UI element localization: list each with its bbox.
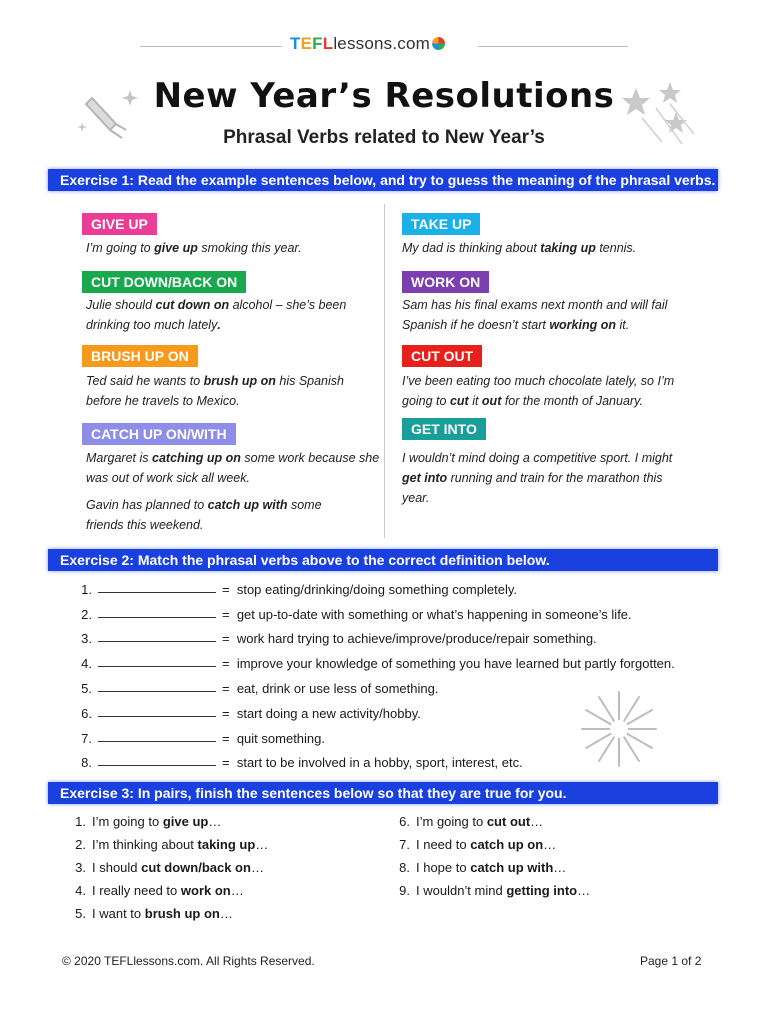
header-rule-right [478,46,628,47]
sentence-starter: 1. I’m going to give up… [75,814,222,829]
globe-icon [432,37,445,50]
definition-row: 2. = get up-to-date with something or what’s happening in someone’s life. [81,607,632,622]
page-title: New Year’s Resolutions [153,76,615,116]
answer-blank[interactable] [98,706,216,717]
example-get-into: I wouldn’t mind doing a competitive sport. I might get into running and train for the marathon this year. [402,451,673,505]
definition-row: 3. = work hard trying to achieve/improve/produce/repair something. [81,631,597,646]
definition-row: 7. = quit something. [81,731,325,746]
sentence-starter: 9. I wouldn’t mind getting into… [399,883,591,898]
answer-blank[interactable] [98,631,216,642]
example-cut-down: Julie should cut down on alcohol – she’s been drinking too much lately. [86,298,347,332]
firework-burst-icon [578,688,660,770]
answer-blank[interactable] [98,582,216,593]
sentence-starter: 5. I want to brush up on… [75,906,233,921]
example-catch-up: Margaret is catching up on some work because she was out of work sick all week. Gavin has planned to catch up with some friends this weekend. [86,451,380,532]
phrasal-verb-cut-out: CUT OUT [402,345,482,367]
logo-letter-e: E [300,34,313,53]
logo-text: lessons.com [333,34,431,53]
answer-blank[interactable] [98,607,216,618]
phrasal-verb-brush-up: BRUSH UP ON [82,345,198,367]
answer-blank[interactable] [98,755,216,766]
site-logo[interactable] [290,34,445,54]
footer-page-number: Page 1 of 2 [640,954,702,968]
definition-row: 4. = improve your knowledge of something you have learned but partly forgotten. [81,656,675,671]
example-brush-up: Ted said he wants to brush up on his Spanish before he travels to Mexico. [86,374,344,408]
answer-blank[interactable] [98,656,216,667]
sentence-starter: 2. I’m thinking about taking up… [75,837,269,852]
example-give-up: I’m going to give up smoking this year. [86,241,302,255]
example-take-up: My dad is thinking about taking up tennis. [402,241,637,255]
example-work-on: Sam has his final exams next month and will fail Spanish if he doesn’t start working on it. [402,298,668,332]
phrasal-verb-take-up: TAKE UP [402,213,480,235]
exercise-3-heading: Exercise 3: In pairs, finish the sentences below so that they are true for you. [48,782,718,804]
sentence-starter: 7. I need to catch up on… [399,837,557,852]
exercise-2-heading: Exercise 2: Match the phrasal verbs above to the correct definition below. [48,549,718,571]
definition-row: 5. = eat, drink or use less of something. [81,681,439,696]
phrasal-verb-catch-up: CATCH UP ON/WITH [82,423,236,445]
answer-blank[interactable] [98,731,216,742]
exercise-1-heading: Exercise 1: Read the example sentences below, and try to guess the meaning of the phrasal verbs. [48,169,718,191]
logo-letter-f: F [312,34,323,53]
logo-letter-t: T [290,34,301,53]
column-divider [384,204,385,538]
sentence-starter: 3. I should cut down/back on… [75,860,264,875]
logo-letter-l: L [322,34,334,53]
phrasal-verb-work-on: WORK ON [402,271,489,293]
header-rule-left [140,46,282,47]
footer-copyright: © 2020 TEFLlessons.com. All Rights Reserved. [62,954,315,968]
definition-row: 1. = stop eating/drinking/doing something completely. [81,582,517,597]
sentence-starter: 8. I hope to catch up with… [399,860,567,875]
phrasal-verb-cut-down: CUT DOWN/BACK ON [82,271,246,293]
answer-blank[interactable] [98,681,216,692]
example-cut-out: I’ve been eating too much chocolate lately, so I’m going to cut it out for the month of January. [402,374,675,408]
phrasal-verb-give-up: GIVE UP [82,213,157,235]
phrasal-verb-get-into: GET INTO [402,418,486,440]
sentence-starter: 4. I really need to work on… [75,883,244,898]
page-subtitle: Phrasal Verbs related to New Year’s [223,127,545,148]
sentence-starter: 6. I’m going to cut out… [399,814,544,829]
definition-row: 8. = start to be involved in a hobby, sport, interest, etc. [81,755,523,770]
definition-row: 6. = start doing a new activity/hobby. [81,706,421,721]
